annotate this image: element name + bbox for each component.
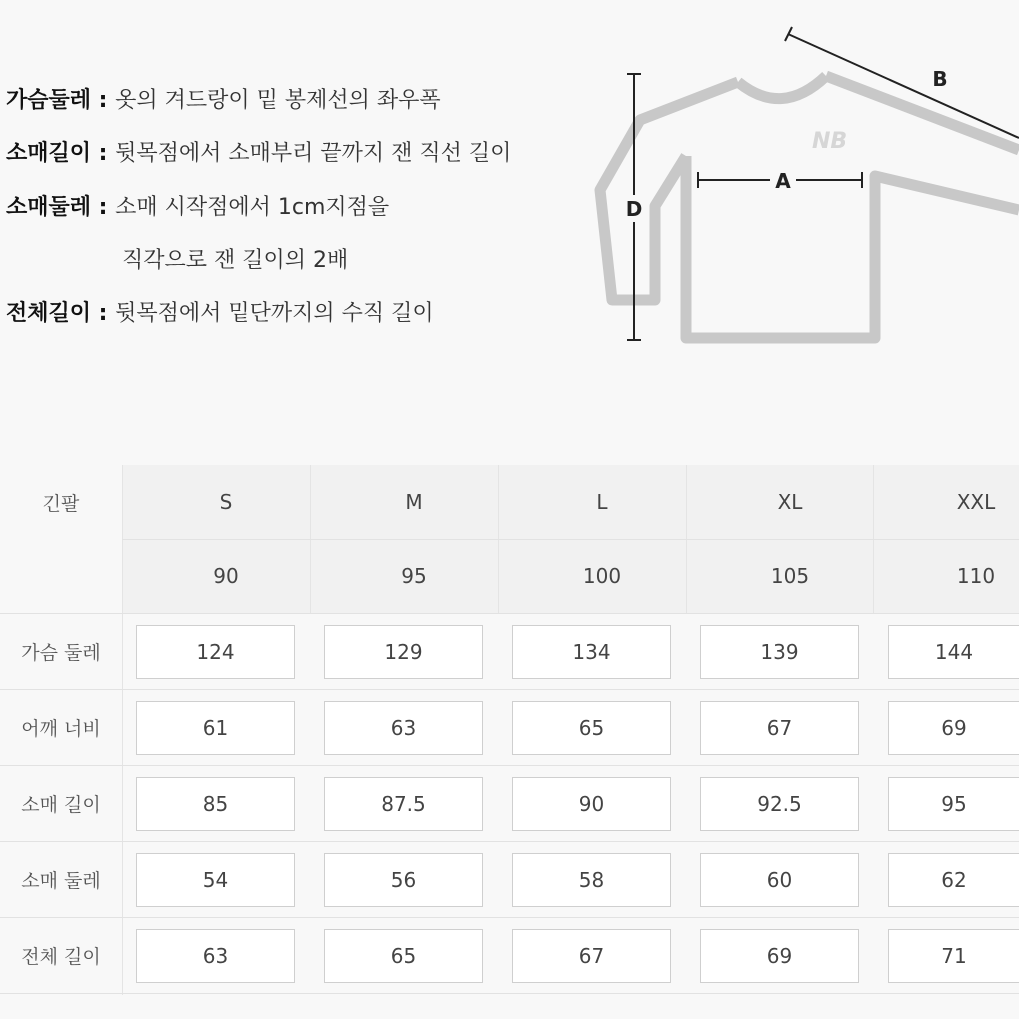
dimension-d-label: D [625,197,643,221]
size-header-xxl: XXL [956,490,996,514]
table-cell: 67 [512,929,671,983]
definition-sep: : [91,88,116,113]
definition-term: 가슴둘레 [6,88,92,113]
definition-desc: 소매 시작점에서 1cm지점을 [115,195,390,220]
shirt-collar-outline [738,76,826,99]
dimension-b-tick [785,27,792,41]
grid-line [122,465,123,995]
grid-line [0,917,1019,918]
table-cell: 61 [136,701,295,755]
table-cell: 129 [324,625,483,679]
shirt-right-shoulder-outline [826,76,1019,150]
table-cell: 58 [512,853,671,907]
table-cell: 60 [700,853,859,907]
table-cell: 87.5 [324,777,483,831]
definition-term: 소매길이 [6,141,92,166]
table-cell: 56 [324,853,483,907]
shirt-left-sleeve-outline [600,82,738,300]
definition-desc: 직각으로 잰 길이의 2배 [122,248,349,273]
row-label-chest: 가슴 둘레 [21,641,101,664]
table-cell: 139 [700,625,859,679]
brand-logo-icon: NB [812,129,848,154]
size-number-l: 100 [582,564,622,588]
row-label-total-length: 전체 길이 [21,945,101,968]
size-number-xl: 105 [770,564,810,588]
grid-line [0,765,1019,766]
shirt-diagram [0,0,1019,360]
table-cell: 62 [888,853,1019,907]
shirt-outline [600,76,1019,338]
definition-desc: 뒷목점에서 소매부리 끝까지 잰 직선 길이 [115,141,512,166]
size-header-s: S [219,490,233,514]
table-corner-label: 긴팔 [42,492,80,515]
table-cell: 65 [324,929,483,983]
definition-sep: : [91,195,116,220]
definition-sep: : [91,301,116,326]
grid-line [0,993,1019,994]
table-cell: 69 [888,701,1019,755]
table-cell: 144 [888,625,1019,679]
size-header-m: M [405,490,423,514]
table-cell: 92.5 [700,777,859,831]
table-cell: 90 [512,777,671,831]
size-header-xl: XL [777,490,803,514]
grid-line [0,841,1019,842]
table-cell: 54 [136,853,295,907]
size-header-l: L [596,490,608,514]
table-cell: 63 [136,929,295,983]
table-cell: 67 [700,701,859,755]
table-cell: 134 [512,625,671,679]
table-cell: 65 [512,701,671,755]
definition-desc: 뒷목점에서 밑단까지의 수직 길이 [115,301,434,326]
row-label-sleeve-length: 소매 길이 [21,793,101,816]
dimension-a-label: A [775,169,791,193]
table-cell: 95 [888,777,1019,831]
table-cell: 63 [324,701,483,755]
definition-sep: : [91,141,116,166]
table-cell: 71 [888,929,1019,983]
dimension-b-label: B [932,67,948,91]
table-cell: 124 [136,625,295,679]
size-number-s: 90 [213,564,239,588]
definition-term: 전체길이 [6,301,92,326]
grid-line [0,613,1019,614]
shirt-body-outline [686,156,1019,338]
table-cell: 85 [136,777,295,831]
definition-desc: 옷의 겨드랑이 밑 봉제선의 좌우폭 [115,88,441,113]
size-table [0,465,1019,1000]
definition-term: 소매둘레 [6,195,92,220]
row-label-sleeve-width: 소매 둘레 [21,869,101,892]
row-label-shoulder: 어깨 너비 [21,717,101,740]
size-number-m: 95 [401,564,427,588]
grid-line [0,689,1019,690]
table-cell: 69 [700,929,859,983]
size-number-xxl: 110 [956,564,996,588]
